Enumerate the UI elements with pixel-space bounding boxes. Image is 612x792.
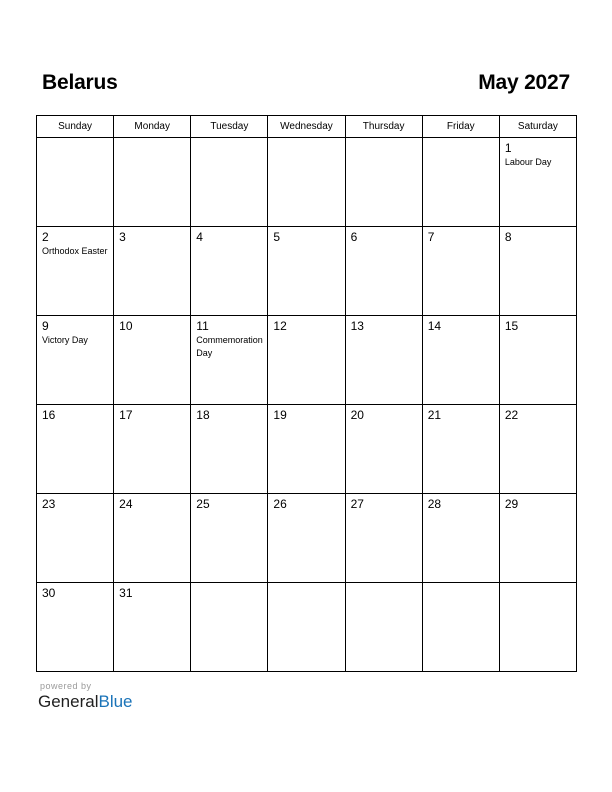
holiday-label: Labour Day	[504, 157, 552, 167]
day-cell	[191, 405, 268, 494]
holiday-label: Victory Day	[42, 335, 88, 345]
day-number: 23	[42, 497, 56, 511]
day-cell	[499, 227, 576, 316]
day-cell	[114, 405, 191, 494]
day-cell	[345, 138, 422, 227]
day-cell	[422, 227, 499, 316]
day-cell	[37, 494, 114, 583]
week-row	[37, 583, 577, 672]
day-cell	[268, 227, 345, 316]
day-cell	[268, 583, 345, 672]
footer-branding	[38, 681, 133, 712]
brand-general: General	[38, 692, 99, 711]
weekday-header: Saturday	[499, 116, 576, 138]
day-number: 11	[196, 319, 209, 333]
day-cell	[191, 227, 268, 316]
day-cell	[345, 494, 422, 583]
day-number: 9	[42, 319, 49, 333]
week-row	[37, 405, 577, 494]
day-cell	[191, 316, 268, 405]
day-cell	[345, 227, 422, 316]
day-number: 18	[196, 408, 210, 422]
day-cell	[499, 138, 576, 227]
day-number: 31	[119, 586, 133, 600]
day-cell	[422, 405, 499, 494]
brand-blue: Blue	[98, 692, 133, 711]
day-cell	[499, 583, 576, 672]
day-number: 5	[273, 230, 281, 244]
day-number: 29	[504, 497, 519, 511]
day-cell	[191, 138, 268, 227]
day-number: 1	[504, 141, 512, 155]
day-cell	[422, 138, 499, 227]
day-number: 12	[273, 319, 287, 333]
day-number: 2	[42, 230, 49, 244]
day-number: 7	[427, 230, 435, 244]
calendar-grid	[36, 115, 577, 672]
day-cell	[268, 138, 345, 227]
day-cell	[191, 494, 268, 583]
week-row	[37, 316, 577, 405]
powered-by-text: powered by	[40, 681, 92, 691]
day-number: 21	[427, 408, 442, 422]
day-cell	[114, 583, 191, 672]
weekday-header: Wednesday	[268, 116, 345, 138]
country-title: Belarus	[42, 71, 118, 94]
weekday-header-row	[37, 116, 577, 138]
weekday-header: Monday	[114, 116, 191, 138]
day-number: 30	[42, 586, 56, 600]
day-cell	[422, 494, 499, 583]
day-cell	[499, 316, 576, 405]
day-number: 25	[196, 497, 210, 511]
holiday-label: Orthodox Easter	[42, 246, 108, 256]
day-cell	[345, 316, 422, 405]
day-cell	[499, 405, 576, 494]
day-number: 27	[350, 497, 364, 511]
day-cell	[37, 138, 114, 227]
day-number: 24	[119, 497, 133, 511]
day-cell	[191, 583, 268, 672]
day-cell	[268, 494, 345, 583]
day-cell	[114, 227, 191, 316]
day-number: 26	[273, 497, 287, 511]
day-cell	[37, 227, 114, 316]
month-title: May 2027	[478, 71, 570, 94]
week-row	[37, 227, 577, 316]
day-cell	[114, 316, 191, 405]
day-cell	[499, 494, 576, 583]
day-number: 15	[504, 319, 519, 333]
weekday-header: Tuesday	[191, 116, 268, 138]
day-number: 13	[350, 319, 364, 333]
day-number: 4	[196, 230, 203, 244]
day-number: 16	[42, 408, 56, 422]
day-cell	[268, 316, 345, 405]
day-cell	[114, 494, 191, 583]
weekday-header: Sunday	[37, 116, 114, 138]
day-number: 6	[350, 230, 358, 244]
day-cell	[422, 316, 499, 405]
day-number: 10	[119, 319, 133, 333]
day-number: 17	[119, 408, 133, 422]
day-cell	[37, 405, 114, 494]
holiday-label: Commemoration Day	[196, 335, 263, 358]
day-cell	[345, 583, 422, 672]
generalblue-logo	[38, 692, 133, 712]
day-number: 3	[119, 230, 126, 244]
week-row	[37, 494, 577, 583]
day-number: 20	[350, 408, 364, 422]
day-number: 14	[427, 319, 442, 333]
day-number: 19	[273, 408, 287, 422]
day-cell	[268, 405, 345, 494]
day-number: 28	[427, 497, 442, 511]
day-number: 22	[504, 408, 519, 422]
day-number: 8	[504, 230, 512, 244]
day-cell	[37, 583, 114, 672]
day-cell	[422, 583, 499, 672]
weekday-header: Thursday	[345, 116, 422, 138]
day-cell	[114, 138, 191, 227]
week-row	[37, 138, 577, 227]
day-cell	[37, 316, 114, 405]
weekday-header: Friday	[422, 116, 499, 138]
day-cell	[345, 405, 422, 494]
